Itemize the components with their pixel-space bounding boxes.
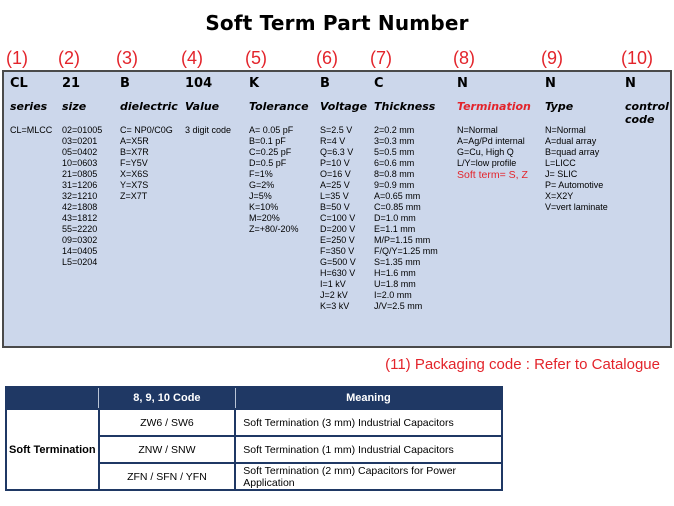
code-cell: ZFN / SFN / YFN [99,463,236,490]
column-code: N [625,76,636,91]
code-item: 2=0.2 mm [374,125,415,135]
column-code: C [374,76,384,91]
column-code-list [545,125,625,213]
code-item: 5=0.5 mm [374,147,415,157]
code-item: P= Automotive [545,180,604,190]
column-label: Voltage [320,100,368,113]
part-column-3 [120,76,185,346]
code-item: E=250 V [320,235,355,245]
part-column-8 [457,76,545,346]
column-number-7: (7) [370,48,392,68]
code-item: 3=0.3 mm [374,136,415,146]
code-item: A=dual array [545,136,597,146]
code-item: B=50 V [320,202,350,212]
table-header-blank [6,387,99,409]
table-header-3: Meaning [235,387,502,409]
column-number-9: (9) [541,48,563,68]
code-item: 02=01005 [62,125,103,135]
code-item: H=1.6 mm [374,268,416,278]
code-item: B=X7R [120,147,149,157]
column-code: 21 [62,76,81,91]
column-code-list [120,125,185,202]
column-label: series [10,100,48,113]
code-item: B=0.1 pF [249,136,286,146]
column-number-3: (3) [116,48,138,68]
part-column-1 [10,76,62,346]
code-item: S=2.5 V [320,125,353,135]
column-label: size [62,100,87,113]
code-item: 9=0.9 mm [374,180,415,190]
meaning-cell: Soft Termination (2 mm) Capacitors for Power Application [235,463,502,490]
code-item: J= SLIC [545,169,578,179]
meaning-cell: Soft Termination (1 mm) Industrial Capacitors [235,436,502,463]
code-item: 43=1812 [62,213,98,223]
code-item: A=0.65 mm [374,191,421,201]
code-item: I=2.0 mm [374,290,412,300]
code-item: E=1.1 mm [374,224,416,234]
page-title: Soft Term Part Number [205,11,469,35]
code-item: 03=0201 [62,136,98,146]
column-number-5: (5) [245,48,267,68]
code-item: F/Q/Y=1.25 mm [374,246,438,256]
meaning-cell: Soft Termination (3 mm) Industrial Capacitors [235,409,502,436]
code-item: C=0.25 pF [249,147,292,157]
part-column-10 [625,76,674,346]
part-number-panel [2,70,672,348]
code-item: 21=0805 [62,169,98,179]
column-code: N [545,76,556,91]
column-code: N [457,76,468,91]
column-code: 104 [185,76,213,91]
column-number-4: (4) [181,48,203,68]
code-item: 3 digit code [185,125,232,135]
code-item: Soft term= S, Z [457,169,528,181]
table-row [6,409,502,436]
code-item: D=0.5 pF [249,158,287,168]
code-item: L=35 V [320,191,349,201]
soft-termination-table [5,386,503,491]
code-item: Z=X7T [120,191,148,201]
part-column-7 [374,76,457,346]
column-code-list [320,125,374,312]
code-item: M/P=1.15 mm [374,235,431,245]
column-number-1: (1) [6,48,28,68]
table-header-2: 8, 9, 10 Code [99,387,236,409]
code-item: 05=0402 [62,147,98,157]
column-code-list [10,125,62,136]
part-column-9 [545,76,625,346]
column-code-list [249,125,320,235]
part-column-5 [249,76,320,346]
code-item: F=350 V [320,246,355,256]
code-item: G=2% [249,180,275,190]
code-item: V=vert laminate [545,202,608,212]
code-item: L/Y=low profile [457,158,517,168]
column-label: Termination [457,100,531,113]
code-item: C= NP0/C0G [120,125,173,135]
column-label: Thickness [374,100,436,113]
code-item: CL=MLCC [10,125,53,135]
code-item: I=1 kV [320,279,346,289]
column-code: K [249,76,260,91]
code-item: J=2 kV [320,290,348,300]
code-item: N=Normal [545,125,586,135]
column-number-6: (6) [316,48,338,68]
column-code-list [457,125,545,182]
column-number-8: (8) [453,48,475,68]
column-label: Value [185,100,220,113]
code-item: H=630 V [320,268,356,278]
code-item: R=4 V [320,136,346,146]
code-item: 8=0.8 mm [374,169,415,179]
code-item: K=10% [249,202,279,212]
code-item: S=1.35 mm [374,257,421,267]
code-item: X=X2Y [545,191,574,201]
code-item: U=1.8 mm [374,279,416,289]
part-column-6 [320,76,374,346]
code-item: J=5% [249,191,272,201]
column-code-list [374,125,457,312]
column-code: CL [10,76,28,91]
code-item: A= 0.05 pF [249,125,294,135]
code-item: L5=0204 [62,257,98,267]
code-item: K=3 kV [320,301,350,311]
column-label: dielectric [120,100,178,113]
column-code: B [120,76,130,91]
column-number-2: (2) [58,48,80,68]
code-item: L=LICC [545,158,576,168]
code-item: G=500 V [320,257,356,267]
code-item: N=Normal [457,125,498,135]
code-cell: ZW6 / SW6 [99,409,236,436]
column-numbers-row [0,42,674,68]
code-item: 42=1808 [62,202,98,212]
code-item: B=quad array [545,147,600,157]
code-item: G=Cu, High Q [457,147,514,157]
column-label: Tolerance [249,100,309,113]
code-cell: ZNW / SNW [99,436,236,463]
code-item: F=Y5V [120,158,148,168]
code-item: 32=1210 [62,191,98,201]
column-code-list [185,125,249,136]
part-column-2 [62,76,120,346]
code-item: X=X6S [120,169,149,179]
packaging-note: (11) Packaging code : Refer to Catalogue [385,356,660,373]
code-item: 14=0405 [62,246,98,256]
code-item: D=1.0 mm [374,213,416,223]
code-item: P=10 V [320,158,350,168]
code-item: 31=1206 [62,180,98,190]
code-item: Z=+80/-20% [249,224,299,234]
code-item: J/V=2.5 mm [374,301,423,311]
code-item: O=16 V [320,169,351,179]
code-item: Y=X7S [120,180,149,190]
code-item: M=20% [249,213,280,223]
code-item: D=200 V [320,224,356,234]
code-item: Q=6.3 V [320,147,354,157]
code-item: F=1% [249,169,273,179]
column-code: B [320,76,330,91]
column-label: control code [625,100,669,126]
code-item: A=Ag/Pd internal [457,136,525,146]
code-item: 6=0.6 mm [374,158,415,168]
row-group-label: Soft Termination [6,409,99,490]
code-item: C=0.85 mm [374,202,421,212]
column-label: Type [545,100,574,113]
column-number-10: (10) [621,48,654,68]
code-item: C=100 V [320,213,356,223]
code-item: 55=2220 [62,224,98,234]
column-code-list [62,125,120,268]
code-item: 09=0302 [62,235,98,245]
part-column-4 [185,76,249,346]
code-item: 10=0603 [62,158,98,168]
code-item: A=25 V [320,180,350,190]
code-item: A=X5R [120,136,149,146]
